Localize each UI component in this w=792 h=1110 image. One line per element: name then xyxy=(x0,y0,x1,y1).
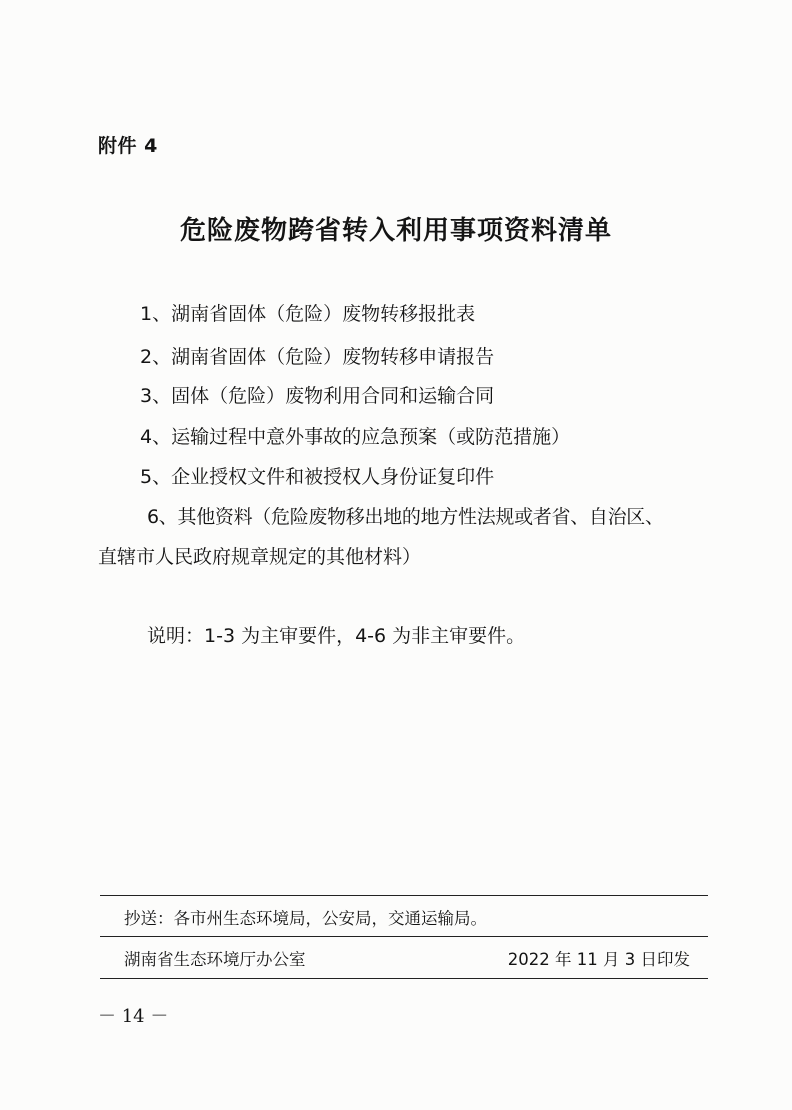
footer-rule-middle xyxy=(100,936,708,937)
page-number: － 14 － xyxy=(98,1006,169,1027)
footer-rule-bottom xyxy=(100,978,708,979)
list-item-continuation: 直辖市人民政府规章规定的其他材料） xyxy=(98,546,422,568)
footer-rule-top xyxy=(100,895,708,896)
document-title: 危险废物跨省转入利用事项资料清单 xyxy=(179,216,612,246)
list-item: 1、湖南省固体（危险）废物转移报批表 xyxy=(140,303,476,325)
list-item: 3、固体（危险）废物利用合同和运输合同 xyxy=(140,385,495,407)
list-item: 5、企业授权文件和被授权人身份证复印件 xyxy=(140,466,495,488)
cc-line: 抄送：各市州生态环境局，公安局，交通运输局。 xyxy=(124,909,487,928)
list-item: 6、其他资料（危险废物移出地的地方性法规或者省、自治区、 xyxy=(147,506,664,528)
attachment-label: 附件 4 xyxy=(98,135,158,157)
print-date: 2022 年 11 月 3 日印发 xyxy=(507,950,690,969)
list-item: 2、湖南省固体（危险）废物转移申请报告 xyxy=(140,346,495,368)
issuing-office: 湖南省生态环境厅办公室 xyxy=(124,950,306,969)
explanatory-note: 说明：1-3 为主审要件，4-6 为非主审要件。 xyxy=(147,625,526,647)
list-item: 4、运输过程中意外事故的应急预案（或防范措施） xyxy=(140,426,571,448)
